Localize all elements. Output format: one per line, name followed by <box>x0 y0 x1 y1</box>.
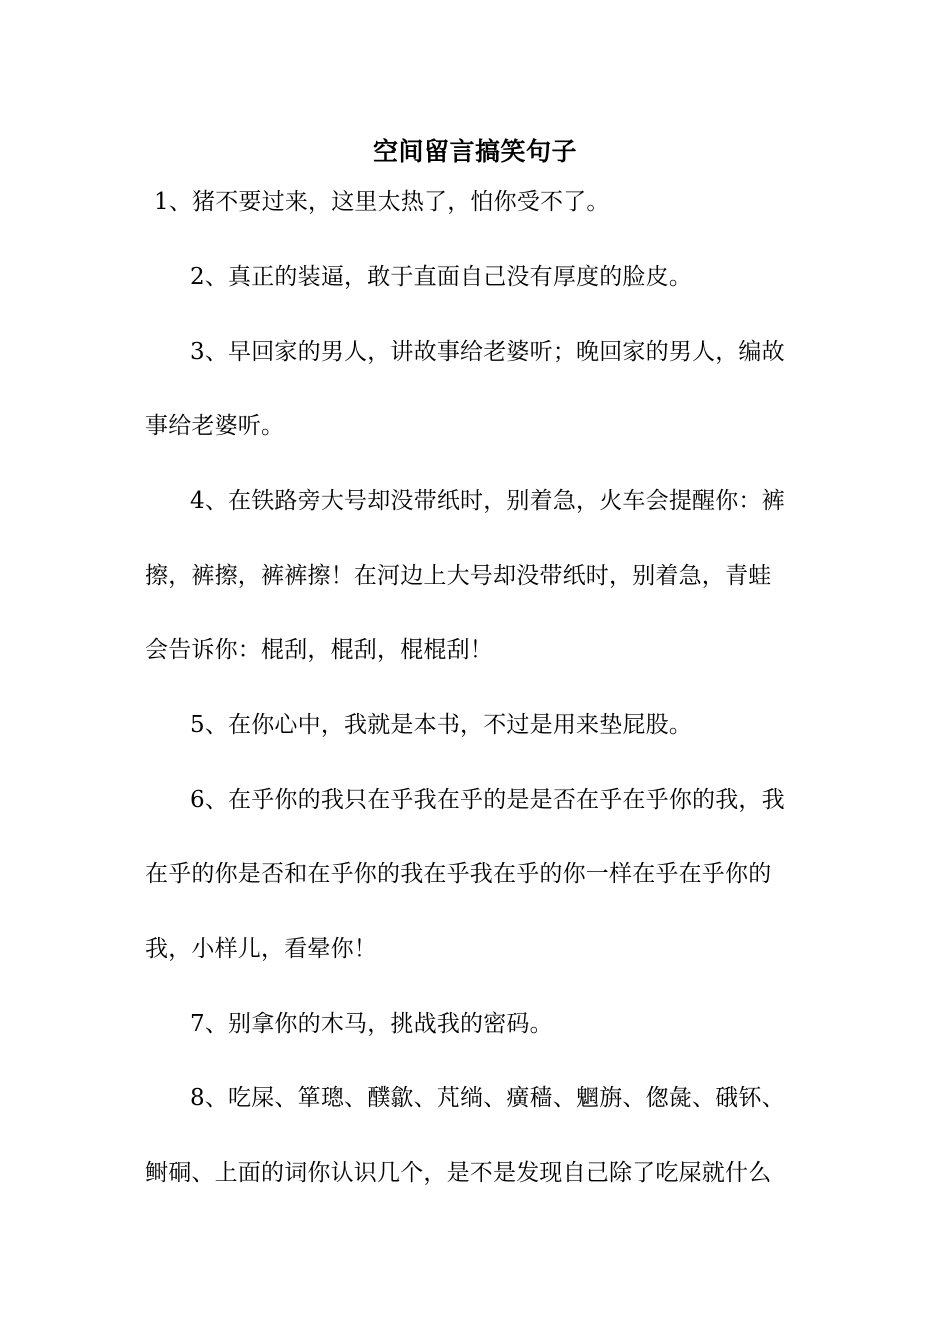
paragraph-line-1: 1、猪不要过来，这里太热了，怕你受不了。 <box>154 189 610 215</box>
paragraph-line-7: 会告诉你：棍刮，棍刮，棍棍刮！ <box>145 637 493 663</box>
paragraph-line-11: 我，小样儿，看晕你！ <box>145 936 377 962</box>
paragraph-line-4: 事给老婆听。 <box>145 413 285 439</box>
paragraph-line-2: 2、真正的装逼，敢于直面自己没有厚度的脸皮。 <box>190 264 693 290</box>
paragraph-line-8: 5、在你心中，我就是本书，不过是用来垫屁股。 <box>190 712 693 738</box>
paragraph-line-3: 3、早回家的男人，讲故事给老婆听；晚回家的男人，编故 <box>190 339 785 365</box>
document-title: 空间留言搞笑句子 <box>372 137 577 166</box>
paragraph-line-12: 7、别拿你的木马，挑战我的密码。 <box>190 1011 553 1037</box>
paragraph-line-5: 4、在铁路旁大号却没带纸时，别着急，火车会提醒你：裤 <box>190 488 785 514</box>
paragraph-line-13: 8、吃屎、箪璁、醭歙、芃绱、癀穑、魍旃、偬彘、硪钚、 <box>190 1085 785 1111</box>
paragraph-line-14: 鲥硐、上面的词你认识几个，是不是发现自己除了吃屎就什么 <box>145 1160 772 1186</box>
paragraph-line-10: 在乎的你是否和在乎你的我在乎我在乎的你一样在乎在乎你的 <box>145 861 772 887</box>
paragraph-line-9: 6、在乎你的我只在乎我在乎的是是否在乎在乎你的我，我 <box>190 787 785 813</box>
paragraph-line-6: 擦，裤擦，裤裤擦！在河边上大号却没带纸时，别着急，青蛙 <box>145 563 772 589</box>
